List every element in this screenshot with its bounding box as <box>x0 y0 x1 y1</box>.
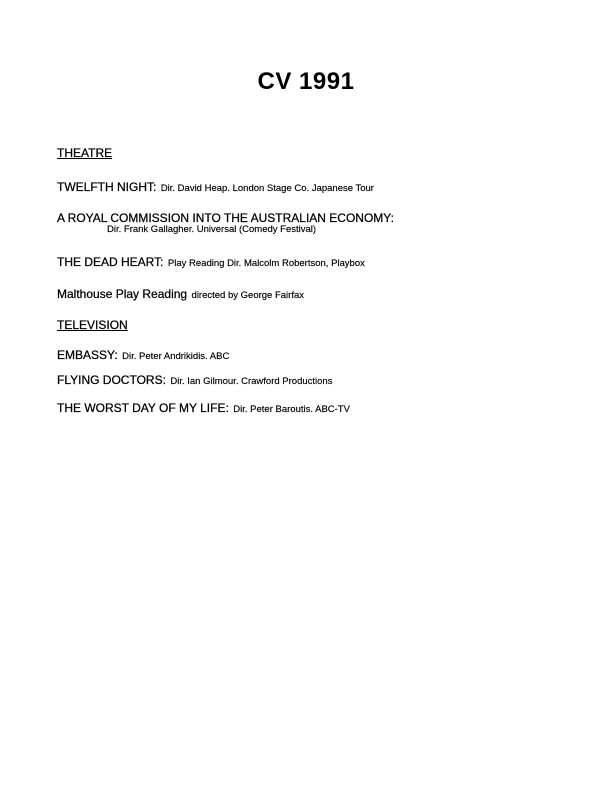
page-title: CV 1991 <box>257 68 355 95</box>
entry-title: TWELFTH NIGHT: <box>57 180 157 194</box>
entry-worst-day <box>57 399 350 417</box>
entry-flying-doctors <box>57 371 332 389</box>
entry-malthouse <box>57 285 304 303</box>
entry-detail: Dir. Peter Baroutis. ABC-TV <box>233 404 350 415</box>
entry-title: Malthouse Play Reading <box>57 287 188 301</box>
section-heading-television: TELEVISION <box>57 318 128 332</box>
section-heading-theatre: THEATRE <box>57 146 113 160</box>
entry-title: FLYING DOCTORS: <box>57 373 166 387</box>
entry-twelfth-night <box>57 178 374 196</box>
entry-detail: Dir. Peter Andrikidis. ABC <box>122 351 230 362</box>
entry-detail: Play Reading Dir. Malcolm Robertson, Playbox <box>167 258 365 269</box>
entry-embassy <box>57 346 229 364</box>
entry-title: A ROYAL COMMISSION INTO THE AUSTRALIAN ECONOMY: <box>57 211 394 225</box>
entry-title: THE DEAD HEART: <box>57 255 164 269</box>
entry-detail: Dir. Ian Gilmour. Crawford Productions <box>170 376 333 387</box>
entry-dead-heart <box>57 253 365 271</box>
entry-title: THE WORST DAY OF MY LIFE: <box>57 401 229 415</box>
entry-detail: directed by George Fairfax <box>191 290 305 301</box>
entry-title: EMBASSY: <box>57 348 118 362</box>
entry-detail: Dir. Frank Gallagher. Universal (Comedy Festival) <box>107 224 317 235</box>
entry-detail: Dir. David Heap. London Stage Co. Japanese Tour <box>160 183 374 194</box>
